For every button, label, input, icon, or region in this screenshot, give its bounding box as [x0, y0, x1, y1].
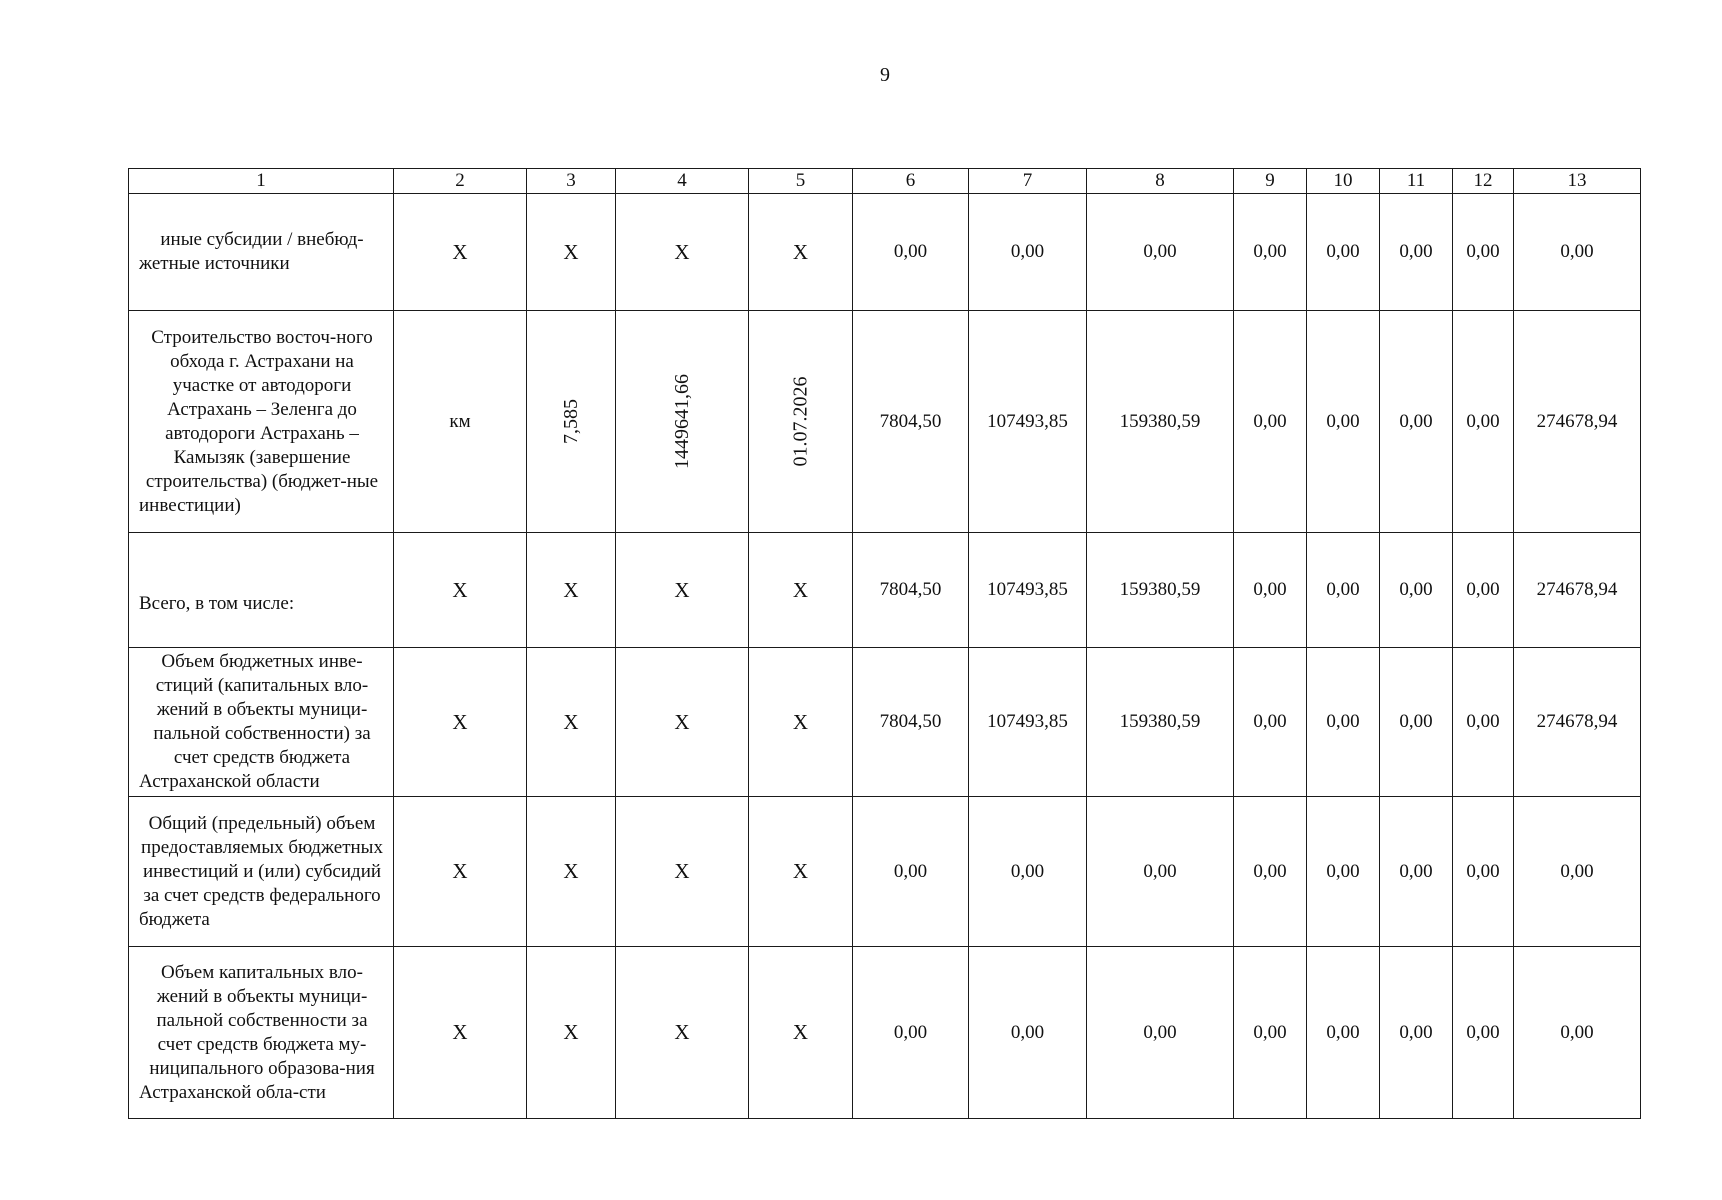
- table-cell: 0,00: [1307, 947, 1380, 1119]
- table-row: [129, 533, 1641, 648]
- table-cell: 0,00: [1234, 194, 1307, 311]
- table-cell: 159380,59: [1087, 311, 1234, 533]
- table-cell: 107493,85: [969, 533, 1087, 648]
- table-cell: Х: [616, 648, 749, 797]
- table-row: [129, 311, 1641, 533]
- table-cell: 0,00: [1380, 947, 1453, 1119]
- column-header: 5: [749, 169, 853, 194]
- table-row: [129, 797, 1641, 947]
- unit-cell: км: [394, 311, 527, 533]
- table-cell: Х: [616, 194, 749, 311]
- table-cell: 0,00: [1234, 311, 1307, 533]
- table-cell: 0,00: [853, 947, 969, 1119]
- table-cell: 274678,94: [1514, 311, 1641, 533]
- table-cell: Х: [394, 648, 527, 797]
- table-cell: 0,00: [853, 194, 969, 311]
- column-number-row: [129, 169, 1641, 194]
- table-cell: 0,00: [1453, 194, 1514, 311]
- table-cell: 0,00: [1453, 311, 1514, 533]
- budget-table: [128, 168, 1641, 1119]
- table-cell: 0,00: [1380, 194, 1453, 311]
- table-cell: 0,00: [1234, 648, 1307, 797]
- table-cell: 0,00: [1453, 648, 1514, 797]
- table-cell: 0,00: [1514, 194, 1641, 311]
- column-header: 10: [1307, 169, 1380, 194]
- table-cell: Х: [616, 533, 749, 648]
- length-value: 7,585: [559, 399, 582, 444]
- table-cell: 0,00: [1307, 648, 1380, 797]
- table-row: [129, 648, 1641, 797]
- table-cell: Х: [749, 648, 853, 797]
- date-cell: [749, 311, 853, 533]
- table-cell: 0,00: [1307, 311, 1380, 533]
- table-cell: Х: [394, 797, 527, 947]
- table-cell: 0,00: [969, 194, 1087, 311]
- table-cell: Х: [616, 797, 749, 947]
- table-cell: 0,00: [1514, 947, 1641, 1119]
- column-header: 8: [1087, 169, 1234, 194]
- table-cell: 0,00: [1307, 797, 1380, 947]
- row-label: иные субсидии / внебюд-жетные источники: [129, 194, 394, 311]
- table-cell: 0,00: [1087, 797, 1234, 947]
- table-cell: 0,00: [1380, 648, 1453, 797]
- row-label: Всего, в том числе:: [129, 533, 394, 648]
- column-header: 7: [969, 169, 1087, 194]
- table-cell: 7804,50: [853, 311, 969, 533]
- table-cell: Х: [394, 194, 527, 311]
- table-cell: 0,00: [969, 797, 1087, 947]
- column-header: 6: [853, 169, 969, 194]
- table-cell: 0,00: [1380, 797, 1453, 947]
- table-cell: 159380,59: [1087, 648, 1234, 797]
- column-header: 3: [527, 169, 616, 194]
- column-header: 1: [129, 169, 394, 194]
- row-label: Строительство восточ-ного обхода г. Астрахани на участке от автодороги Астрахань – Зеленга до автодороги Астрахань – Камызяк (завершение строительства) (бюджет-ные инвестиции): [129, 311, 394, 533]
- table-row: [129, 194, 1641, 311]
- table-cell: 0,00: [1087, 194, 1234, 311]
- date-value: 01.07.2026: [789, 376, 811, 467]
- cost-value: 1449641,66: [670, 374, 693, 469]
- table-cell: Х: [527, 648, 616, 797]
- table-cell: 274678,94: [1514, 533, 1641, 648]
- table-cell: 7804,50: [853, 533, 969, 648]
- table-cell: 107493,85: [969, 311, 1087, 533]
- table-cell: Х: [394, 947, 527, 1119]
- table-cell: 0,00: [1453, 947, 1514, 1119]
- column-header: 11: [1380, 169, 1453, 194]
- table-cell: Х: [749, 947, 853, 1119]
- table-cell: Х: [527, 797, 616, 947]
- table-row: [129, 947, 1641, 1119]
- row-label: Объем бюджетных инве-стиций (капитальных вло-жений в объекты муници-пальной собственности) за счет средств бюджета Астраханской области: [129, 648, 394, 797]
- table-cell: 0,00: [1307, 533, 1380, 648]
- table-cell: 0,00: [853, 797, 969, 947]
- table-cell: 0,00: [1234, 797, 1307, 947]
- table-cell: 0,00: [1087, 947, 1234, 1119]
- table-cell: 0,00: [1307, 194, 1380, 311]
- length-cell: [527, 311, 616, 533]
- table-cell: 0,00: [1234, 947, 1307, 1119]
- table-cell: Х: [749, 797, 853, 947]
- table-cell: 0,00: [1380, 311, 1453, 533]
- table-cell: Х: [527, 194, 616, 311]
- table-cell: Х: [527, 947, 616, 1119]
- table-cell: 0,00: [1380, 533, 1453, 648]
- table-cell: 159380,59: [1087, 533, 1234, 648]
- column-header: 9: [1234, 169, 1307, 194]
- row-label: Общий (предельный) объем предоставляемых бюджетных инвестиций и (или) субсидий за счет средств федерального бюджета: [129, 797, 394, 947]
- table-cell: 0,00: [1234, 533, 1307, 648]
- table-cell: 0,00: [1453, 797, 1514, 947]
- table-cell: 7804,50: [853, 648, 969, 797]
- table-cell: Х: [749, 533, 853, 648]
- table-cell: Х: [749, 194, 853, 311]
- table-cell: Х: [527, 533, 616, 648]
- table-cell: 107493,85: [969, 648, 1087, 797]
- column-header: 12: [1453, 169, 1514, 194]
- cost-cell: [616, 311, 749, 533]
- column-header: 4: [616, 169, 749, 194]
- table-cell: Х: [394, 533, 527, 648]
- table-cell: Х: [616, 947, 749, 1119]
- column-header: 13: [1514, 169, 1641, 194]
- table-cell: 274678,94: [1514, 648, 1641, 797]
- row-label: Объем капитальных вло-жений в объекты муници-пальной собственности за счет средств бюджета му-ниципального образова-ния Астраханской обла-сти: [129, 947, 394, 1119]
- table-cell: 0,00: [1453, 533, 1514, 648]
- column-header: 2: [394, 169, 527, 194]
- table-cell: 0,00: [1514, 797, 1641, 947]
- page-number: 9: [880, 64, 890, 86]
- table-cell: 0,00: [969, 947, 1087, 1119]
